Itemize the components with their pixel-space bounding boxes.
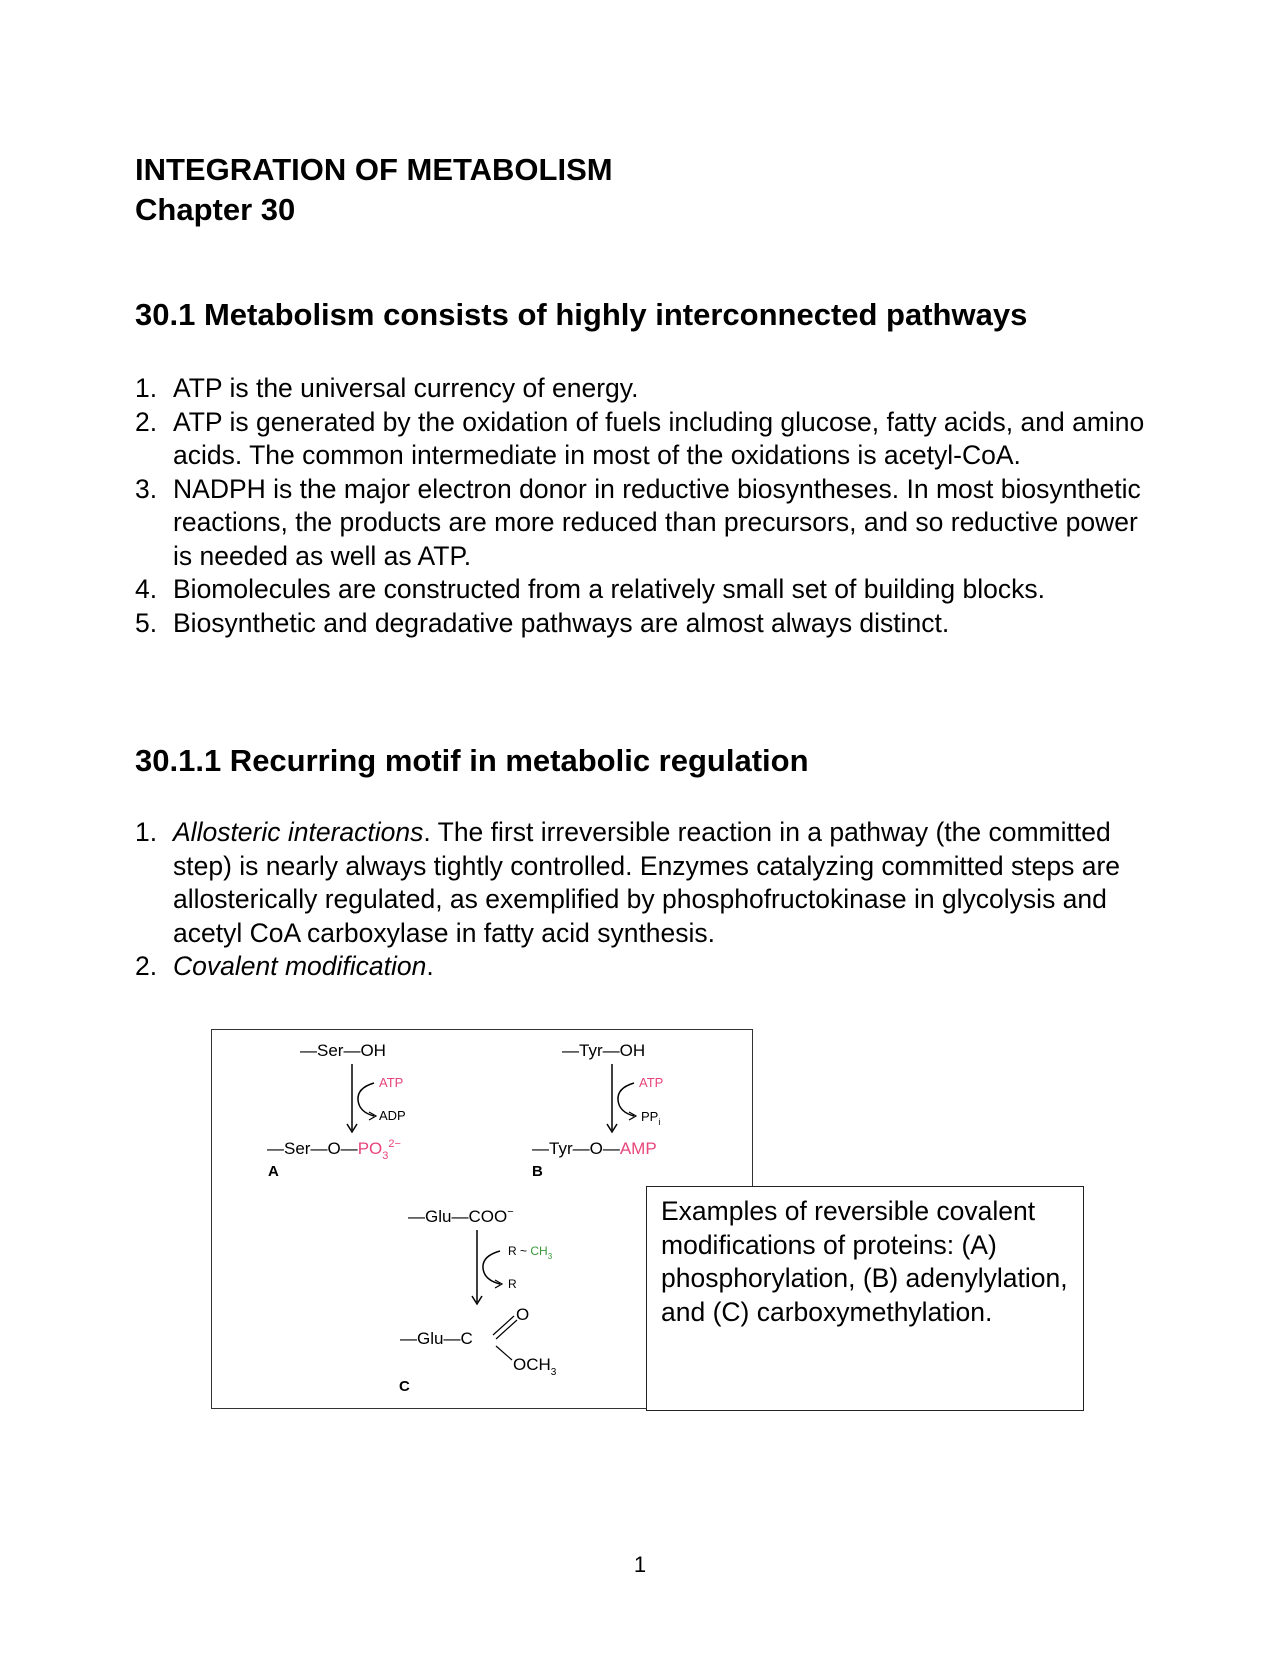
panel-a-product bbox=[267, 1138, 401, 1162]
panel-c-label: C bbox=[399, 1378, 410, 1395]
list-item-text: Biomolecules are constructed from a relatively small set of building blocks. bbox=[173, 574, 1045, 604]
figure-caption-box bbox=[646, 1186, 1084, 1411]
panel-b-product bbox=[532, 1139, 657, 1158]
panel-a-product-chain: —Ser—O— bbox=[267, 1139, 358, 1158]
panel-a-curved-arrow bbox=[358, 1083, 374, 1116]
list-item-number: 5. bbox=[135, 607, 158, 638]
panel-b-substrate: —Tyr—OH bbox=[562, 1041, 646, 1060]
panel-a-label: A bbox=[268, 1163, 279, 1180]
list-item-text: ATP is the universal currency of energy. bbox=[173, 373, 639, 403]
list-item-number: 1. bbox=[135, 373, 158, 403]
panel-c-product-chain: —Glu—C bbox=[400, 1329, 473, 1348]
panel-c-methyl-subscript: 3 bbox=[547, 1252, 553, 1261]
list-item bbox=[135, 816, 1145, 950]
list-item-number: 1. bbox=[135, 817, 158, 847]
panel-b-curved-arrow bbox=[618, 1083, 634, 1116]
list-item-number: 2. bbox=[135, 406, 158, 437]
list-item-term: Covalent modification bbox=[173, 951, 427, 981]
list-item-text: NADPH is the major electron donor in reductive biosyntheses. In most biosynthetic reactions, the products are more reduced than precursors, and so reductive power is needed as well as ATP. bbox=[173, 473, 1141, 571]
figure-caption-text: Examples of reversible covalent modifications of proteins: (A) phosphorylation, (B) adenylylation, and (C) carboxymethylation. bbox=[661, 1196, 1068, 1327]
panel-b-atp-label: ATP bbox=[639, 1075, 664, 1090]
list-item bbox=[135, 406, 1145, 473]
panel-b-amp: AMP bbox=[619, 1139, 657, 1158]
panel-b-label: B bbox=[532, 1163, 543, 1180]
list-item bbox=[135, 473, 1145, 574]
panel-c-carbonyl-bond bbox=[493, 1316, 517, 1339]
list-item bbox=[135, 372, 1145, 406]
panel-b-ppi-subscript: i bbox=[658, 1117, 661, 1127]
list-item bbox=[135, 607, 1145, 641]
panel-a-atp-label: ATP bbox=[379, 1075, 404, 1090]
panel-c-carbonyl-oxygen: O bbox=[516, 1305, 530, 1324]
panel-a-adp-label: ADP bbox=[379, 1108, 406, 1123]
panel-c-donor-r: R ~ bbox=[508, 1244, 531, 1258]
panel-c-methyl: CH bbox=[530, 1244, 548, 1258]
panel-b-ppi-text: PP bbox=[641, 1109, 659, 1124]
list-item-text: . The first irreversible reaction in a pathway (the committed step) is nearly always tightly controlled. Enzymes catalyzing committed steps are allosterically regulated, as exemplified by phosphofructokinase in glycolysis and acetyl CoA carboxylase in fatty acid synthesis. bbox=[173, 817, 1121, 948]
panel-b-ppi-label bbox=[641, 1109, 660, 1127]
section-2-heading: 30.1.1 Recurring motif in metabolic regulation bbox=[135, 743, 809, 778]
panel-c-substrate-charge: − bbox=[507, 1206, 514, 1218]
list-item-number: 4. bbox=[135, 574, 158, 604]
list-item-number: 2. bbox=[135, 951, 158, 981]
panel-a-phosphate-charge: 2− bbox=[388, 1138, 401, 1150]
panel-b-product-chain: —Tyr—O— bbox=[532, 1139, 620, 1158]
list-item-number: 3. bbox=[135, 473, 158, 504]
section-1-heading: 30.1 Metabolism consists of highly interconnected pathways bbox=[135, 297, 1028, 332]
list-item-text: Biosynthetic and degradative pathways are almost always distinct. bbox=[173, 607, 950, 638]
section-1-list bbox=[135, 372, 1145, 640]
panel-c-ester-bond bbox=[496, 1346, 512, 1360]
panel-c-ester-group bbox=[513, 1355, 557, 1378]
panel-a-substrate: —Ser—OH bbox=[300, 1041, 386, 1060]
list-item-text: ATP is generated by the oxidation of fuels including glucose, fatty acids, and amino acids. The common intermediate in most of the oxidations is acetyl-CoA. bbox=[173, 406, 1145, 470]
title-line-1: INTEGRATION OF METABOLISM bbox=[135, 152, 613, 187]
panel-c-substrate bbox=[408, 1206, 514, 1226]
section-2-list bbox=[135, 816, 1145, 984]
panel-c-substrate-chain: —Glu—COO bbox=[408, 1207, 508, 1226]
document-title bbox=[135, 150, 613, 230]
list-item bbox=[135, 950, 1145, 984]
list-item bbox=[135, 573, 1145, 607]
panel-a-phosphate: PO bbox=[357, 1139, 383, 1158]
panel-c-methyl-donor bbox=[508, 1244, 553, 1261]
list-item-text: . bbox=[426, 951, 434, 981]
panel-c-ester-subscript: 3 bbox=[550, 1367, 557, 1378]
panel-c-ester-text: OCH bbox=[513, 1355, 551, 1374]
title-line-2: Chapter 30 bbox=[135, 192, 296, 227]
panel-c-donor-product: R bbox=[508, 1277, 517, 1291]
panel-a-phosphate-subscript: 3 bbox=[382, 1150, 389, 1162]
panel-c-curved-arrow bbox=[483, 1251, 500, 1284]
page-number: 1 bbox=[633, 1552, 647, 1577]
list-item-term: Allosteric interactions bbox=[173, 817, 424, 847]
